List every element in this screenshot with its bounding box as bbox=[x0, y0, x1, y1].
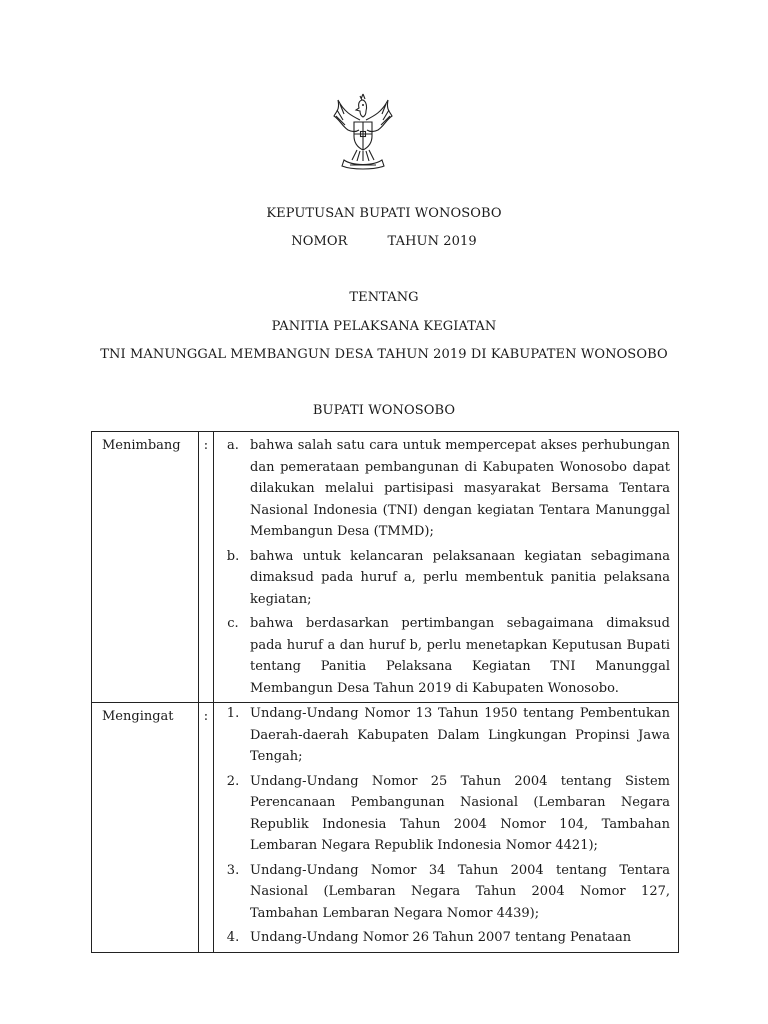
menimbang-label: Menimbang bbox=[102, 438, 181, 453]
mengingat-label-cell bbox=[92, 703, 199, 953]
mengingat-list bbox=[214, 703, 678, 949]
menimbang-colon-cell bbox=[199, 432, 214, 703]
list-marker: 3. bbox=[226, 862, 240, 878]
menimbang-body-cell bbox=[214, 432, 679, 703]
menimbang-row bbox=[92, 432, 679, 703]
list-item-text: bahwa berdasarkan pertimbangan sebagaimana dimaksud pada huruf a dan huruf b, perlu menetapkan Keputusan Bupati tentang Panitia Pelaksana Kegiatan TNI Manunggal Membangun Desa Tahun 2019 di Kabupaten Wonosobo. bbox=[250, 616, 670, 696]
decree-number-line bbox=[0, 234, 768, 249]
list-item-text: bahwa salah satu cara untuk mempercepat akses perhubungan dan pemerataan pembangunan di Kabupaten Wonosobo dapat dilakukan melalui partisipasi masyarakat Bersama Tentara Nasional Indonesia (TNI) dengan kegiatan Tentara Manunggal Membangun Desa (TMMD); bbox=[250, 438, 670, 539]
list-item bbox=[214, 546, 670, 611]
list-marker: 4. bbox=[226, 930, 240, 945]
list-item bbox=[214, 927, 670, 949]
list-item bbox=[214, 860, 670, 925]
tentang-heading: TENTANG bbox=[349, 290, 419, 305]
subject-line-2: TNI MANUNGGAL MEMBANGUN DESA TAHUN 2019 DI KABUPATEN WONOSOBO bbox=[100, 347, 668, 362]
list-item-text: Undang-Undang Nomor 25 Tahun 2004 tentang Sistem Perencanaan Pembangunan Nasional (Lembaran Negara Republik Indonesia Tahun 2004 Nomor 104, Tambahan Lembaran Negara Republik Indonesia Nomor 4421); bbox=[250, 773, 670, 853]
menimbang-colon: : bbox=[203, 438, 209, 453]
menimbang-label-cell bbox=[92, 432, 199, 703]
official-title: BUPATI WONOSOBO bbox=[312, 403, 456, 418]
tahun-label: TAHUN 2019 bbox=[387, 234, 477, 249]
mengingat-colon-cell bbox=[199, 703, 214, 953]
list-item-text: bahwa untuk kelancaran pelaksanaan kegiatan sebagimana dimaksud pada huruf a, perlu membentuk panitia pelaksana kegiatan; bbox=[250, 548, 670, 607]
list-item bbox=[214, 613, 670, 699]
list-marker: b. bbox=[226, 548, 240, 564]
subject-line-1: PANITIA PELAKSANA KEGIATAN bbox=[271, 319, 497, 334]
list-item bbox=[214, 435, 670, 543]
list-item-text: Undang-Undang Nomor 34 Tahun 2004 tentang Tentara Nasional (Lembaran Negara Tahun 2004 Nomor 127, Tambahan Lembaran Negara Nomor 4439); bbox=[250, 862, 670, 921]
mengingat-colon: : bbox=[203, 709, 209, 724]
nomor-label: NOMOR bbox=[291, 234, 348, 249]
list-item-text: Undang-Undang Nomor 26 Tahun 2007 tentang Penataan bbox=[250, 930, 632, 945]
mengingat-body-cell bbox=[214, 703, 679, 953]
list-item bbox=[214, 703, 670, 768]
considerations-table bbox=[91, 431, 679, 953]
menimbang-list bbox=[214, 432, 678, 699]
decree-title: KEPUTUSAN BUPATI WONOSOBO bbox=[266, 206, 502, 221]
mengingat-row bbox=[92, 703, 679, 953]
list-marker: 2. bbox=[226, 773, 240, 789]
list-marker: 1. bbox=[226, 706, 240, 721]
garuda-emblem-icon bbox=[330, 90, 396, 174]
list-marker: a. bbox=[227, 438, 239, 453]
mengingat-label: Mengingat bbox=[102, 709, 174, 724]
list-marker: c. bbox=[227, 616, 239, 631]
list-item-text: Undang-Undang Nomor 13 Tahun 1950 tentang Pembentukan Daerah-daerah Kabupaten Dalam Lingkungan Propinsi Jawa Tengah; bbox=[250, 706, 670, 764]
list-item bbox=[214, 771, 670, 857]
